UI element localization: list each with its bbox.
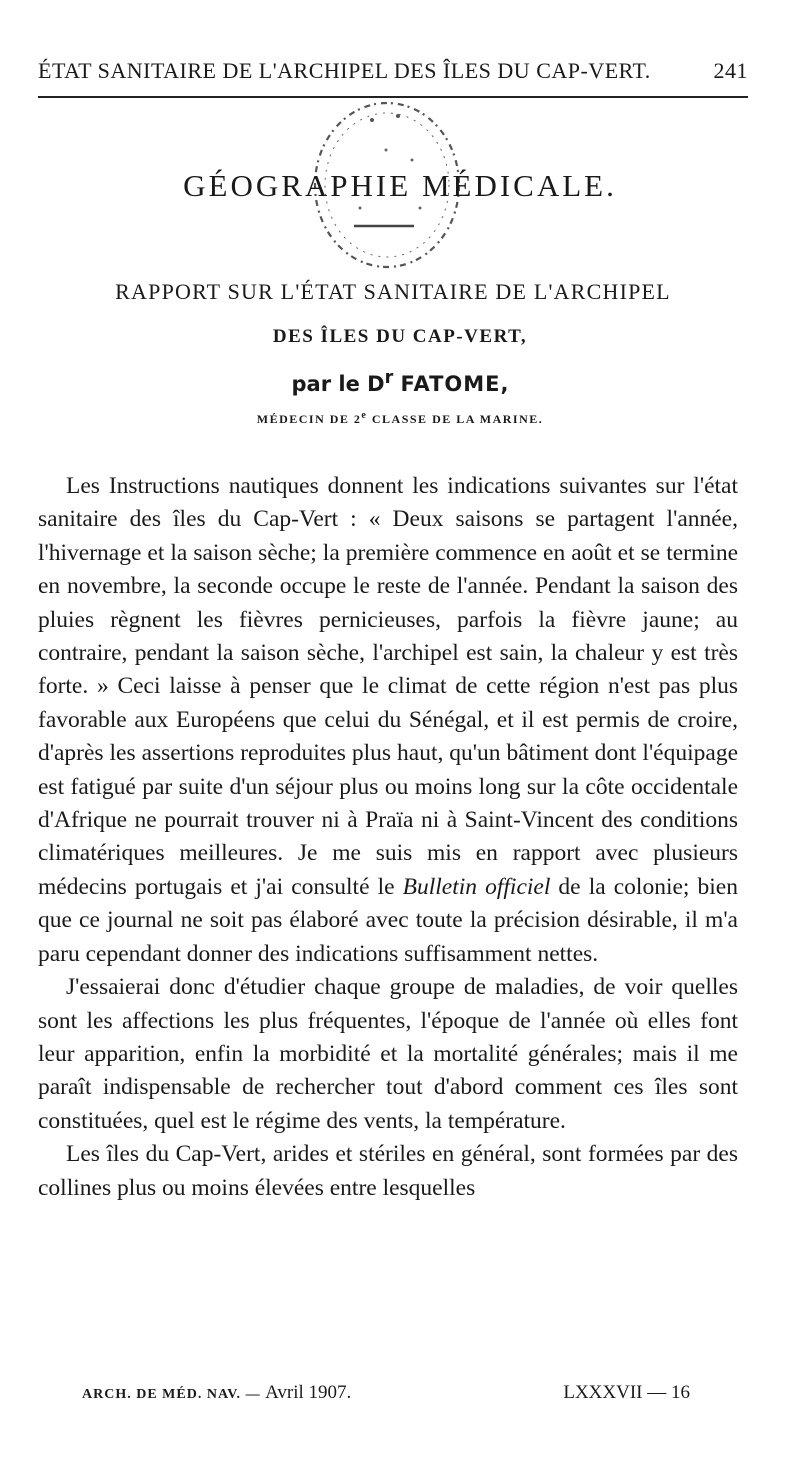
footer-journal: ARCH. DE MÉD. NAV. [82,1387,242,1402]
footer-date: Avril 1907. [265,1382,352,1403]
paragraph-2: J'essaierai donc d'étudier chaque groupe de maladies, de voir quelles sont les affections les plus fréquentes, l'époque de l'année où elles font leur apparition, enfin la morbidité et la mortalité générales; mais il me paraît indispensable de rechercher tout d'abord comment ces îles sont constituées, quel est le régime des vents, la température. [38,974,738,1134]
author-affiliation [0,410,800,427]
running-head [38,58,748,84]
author-line [0,368,800,396]
section-title: GÉOGRAPHIE MÉDICALE. [183,168,617,203]
journal-title-italic: Bulletin officiel [402,873,551,900]
author-title-sup: r [384,368,394,388]
paragraph-1 [38,470,738,971]
page-footer [82,1382,690,1404]
header-rule [38,96,748,98]
affiliation-sup: e [361,410,368,421]
author-suffix: , [500,372,509,396]
paragraph-1-text-a: Les Instructions nautiques donnent les indications suivantes sur l'état sanitaire des îles du Cap-Vert : « Deux saisons se partagent l'année, l'hivernage et la saison sèche; la première commence en août et se termine en novembre, la seconde occupe le reste de l'année. Pendant la saison des pluies règnent les fièvres pernicieuses, parfois la fièvre jaune; au contraire, pendant la saison sèche, l'archipel est sain, la chaleur y est très forte. » Ceci laisse à penser que le climat de cette région n'est pas plus favorable aux Européens que celui du Sénégal, et il est permis de croire, d'après les assertions reproduites plus haut, qu'un bâtiment dont l'équipage est fatigué par suite d'un séjour plus ou moins long sur la côte occidentale d'Afrique ne pourrait trouver ni à Praïa ni à Saint-Vincent des conditions climatériques meilleures. Je me suis mis en rapport avec plusieurs médecins portugais et j'ai consulté le [38,473,738,900]
article-body [38,470,738,1205]
author-name: FATOME [400,372,501,396]
report-subtitle: DES ÎLES DU CAP-VERT, [272,326,528,347]
footer-dash: — [241,1387,266,1402]
footer-signature: LXXXVII — 16 [563,1382,690,1403]
affiliation-after: CLASSE DE LA MARINE. [367,412,544,426]
report-title: RAPPORT SUR L'ÉTAT SANITAIRE DE L'ARCHIPEL [115,279,671,304]
paragraph-1-text-b: de la colonie; bien que ce journal ne soit pas élaboré avec toute la précision désirable, il m'a paru cependant donner des indications suffisamment nettes. [38,873,738,967]
running-head-title: ÉTAT SANITAIRE DE L'ARCHIPEL DES ÎLES DU CAP-VERT. [38,58,651,83]
author-prefix: par le D [291,372,385,396]
page-number: 241 [713,58,748,83]
affiliation-before: MÉDECIN DE 2 [256,412,362,426]
footer-citation [82,1382,351,1404]
paragraph-3: Les îles du Cap-Vert, arides et stériles en général, sont formées par des collines plus ou moins élevées entre lesquelles [38,1141,738,1201]
